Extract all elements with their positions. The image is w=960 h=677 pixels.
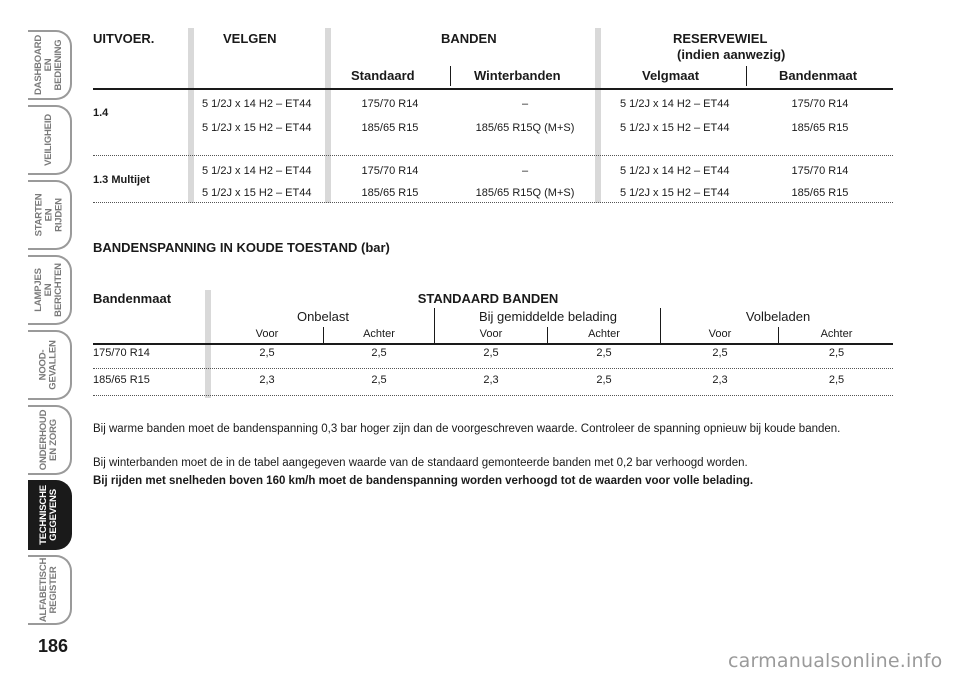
tyre-size: 185/65 R15: [93, 374, 150, 386]
tab-starting-driving[interactable]: [28, 180, 72, 250]
tab-label: VEILIGHEID: [43, 114, 54, 166]
pressure-value: 2,5: [828, 347, 845, 359]
col-rear: Achter: [820, 328, 853, 340]
pressure-unit: (bar): [360, 240, 390, 255]
tyre-size: 175/70 R14: [93, 347, 150, 359]
tab-label: NOOD- GEVALLEN: [38, 340, 60, 390]
col-version: UITVOER.: [93, 31, 155, 46]
tab-label: DASHBOARD EN BEDIENING: [33, 35, 65, 95]
pressure-section-title: [93, 240, 390, 255]
spare-tyre: 175/70 R14: [791, 165, 849, 177]
winter-tyre: 185/65 R15Q (M+S): [475, 187, 575, 199]
pressure-value: 2,5: [371, 347, 387, 359]
rim-size: [202, 187, 311, 199]
tab-dashboard[interactable]: [28, 30, 72, 100]
rim-size: [202, 98, 311, 110]
rim-size-value: 5 1/2J x 15 H2 – ET44: [202, 122, 312, 134]
standard-tyre: 175/70 R14: [361, 98, 419, 110]
tab-label: LAMPJES EN BERICHTEN: [33, 263, 64, 317]
pressure-value: 2,5: [371, 374, 387, 386]
spare-rim: 5 1/2J x 14 H2 – ET44: [620, 165, 730, 177]
col-front: Voor: [255, 328, 279, 340]
rim-size-value: 5 1/2J x 15 H2 – ET44: [202, 187, 312, 199]
tab-warning-lights[interactable]: [28, 255, 72, 325]
col-standard: Standaard: [351, 68, 415, 83]
col-rims: VELGEN: [223, 31, 277, 46]
pressure-value: 2,5: [259, 347, 275, 359]
spare-rim: 5 1/2J x 15 H2 – ET44: [620, 187, 730, 199]
pressure-value: 2,5: [712, 347, 728, 359]
rim-size: [202, 122, 311, 134]
page-number: 186: [38, 636, 69, 656]
col-rear: Achter: [363, 328, 395, 340]
version-label: 1.4: [93, 107, 109, 119]
tab-safety[interactable]: [28, 105, 72, 175]
tab-index[interactable]: [28, 555, 72, 625]
col-full-load: Volbeladen: [745, 309, 811, 324]
pressure-title: BANDENSPANNING IN KOUDE TOESTAND: [93, 240, 358, 255]
tab-technical-data[interactable]: [28, 480, 72, 550]
spare-tyre: 185/65 R15: [791, 122, 849, 134]
tab-maintenance[interactable]: [28, 405, 72, 475]
pressure-value: 2,3: [259, 374, 275, 386]
col-tyres: BANDEN: [441, 31, 497, 46]
spare-tyre: 185/65 R15: [791, 187, 849, 199]
rim-size: [202, 165, 311, 177]
col-front: Voor: [708, 328, 732, 340]
col-front: Voor: [479, 328, 503, 340]
pressure-value: 2,3: [483, 374, 499, 386]
pressure-value: 2,5: [483, 347, 499, 359]
col-spare: RESERVEWIEL: [673, 31, 768, 46]
spare-rim: 5 1/2J x 15 H2 – ET44: [620, 122, 730, 134]
col-tyre-size: Bandenmaat: [779, 68, 858, 83]
pressure-value: 2,5: [596, 374, 612, 386]
tab-label: TECHNISCHE GEGEVENS: [38, 485, 60, 545]
winter-tyre: –: [521, 165, 529, 177]
winter-tyre: 185/65 R15Q (M+S): [475, 122, 575, 134]
watermark: carmanualsonline.info: [728, 650, 943, 672]
col-spare-note: (indien aanwezig): [677, 47, 786, 62]
col-standard-tyres: STANDAARD BANDEN: [417, 291, 559, 306]
rim-size-value: 5 1/2J x 14 H2 – ET44: [202, 165, 312, 177]
note-winter-tyres: Bij winterbanden moet de in de tabel aangegeven waarde van de standaard gemonteerde banden met 0,2 bar verhoogd worden.: [93, 457, 748, 469]
pressure-value: 2,5: [828, 374, 845, 386]
standard-tyre: 175/70 R14: [361, 165, 419, 177]
note-warm-tyres: Bij warme banden moet de bandenspanning 0,3 bar hoger zijn dan de voorgeschreven waarde. Controleer de spanning opnieuw bij koude banden.: [93, 423, 841, 435]
col-rear: Achter: [588, 328, 620, 340]
col-rim-size: Velgmaat: [642, 68, 700, 83]
col-unloaded: Onbelast: [296, 309, 350, 324]
rim-size-value: 5 1/2J x 14 H2 – ET44: [202, 98, 312, 110]
tab-label: ONDERHOUD EN ZORG: [38, 409, 60, 471]
standard-tyre: 185/65 R15: [361, 187, 419, 199]
winter-tyre: –: [521, 98, 529, 110]
version-label: 1.3 Multijet: [93, 174, 150, 186]
pressure-value: 2,5: [596, 347, 612, 359]
tab-emergencies[interactable]: [28, 330, 72, 400]
col-winter: Winterbanden: [474, 68, 561, 83]
note-high-speed: Bij rijden met snelheden boven 160 km/h moet de bandenspanning worden verhoogd tot de waarden voor volle belading.: [93, 475, 754, 487]
col-tyre-size: Bandenmaat: [93, 291, 172, 306]
tab-label: STARTEN EN RIJDEN: [33, 193, 65, 237]
standard-tyre: 185/65 R15: [361, 122, 419, 134]
spare-rim: 5 1/2J x 14 H2 – ET44: [620, 98, 730, 110]
spare-tyre: 175/70 R14: [791, 98, 849, 110]
tab-label: ALFABETISCH REGISTER: [38, 557, 59, 623]
col-medium-load: Bij gemiddelde belading: [478, 309, 618, 324]
pressure-value: 2,3: [712, 374, 728, 386]
